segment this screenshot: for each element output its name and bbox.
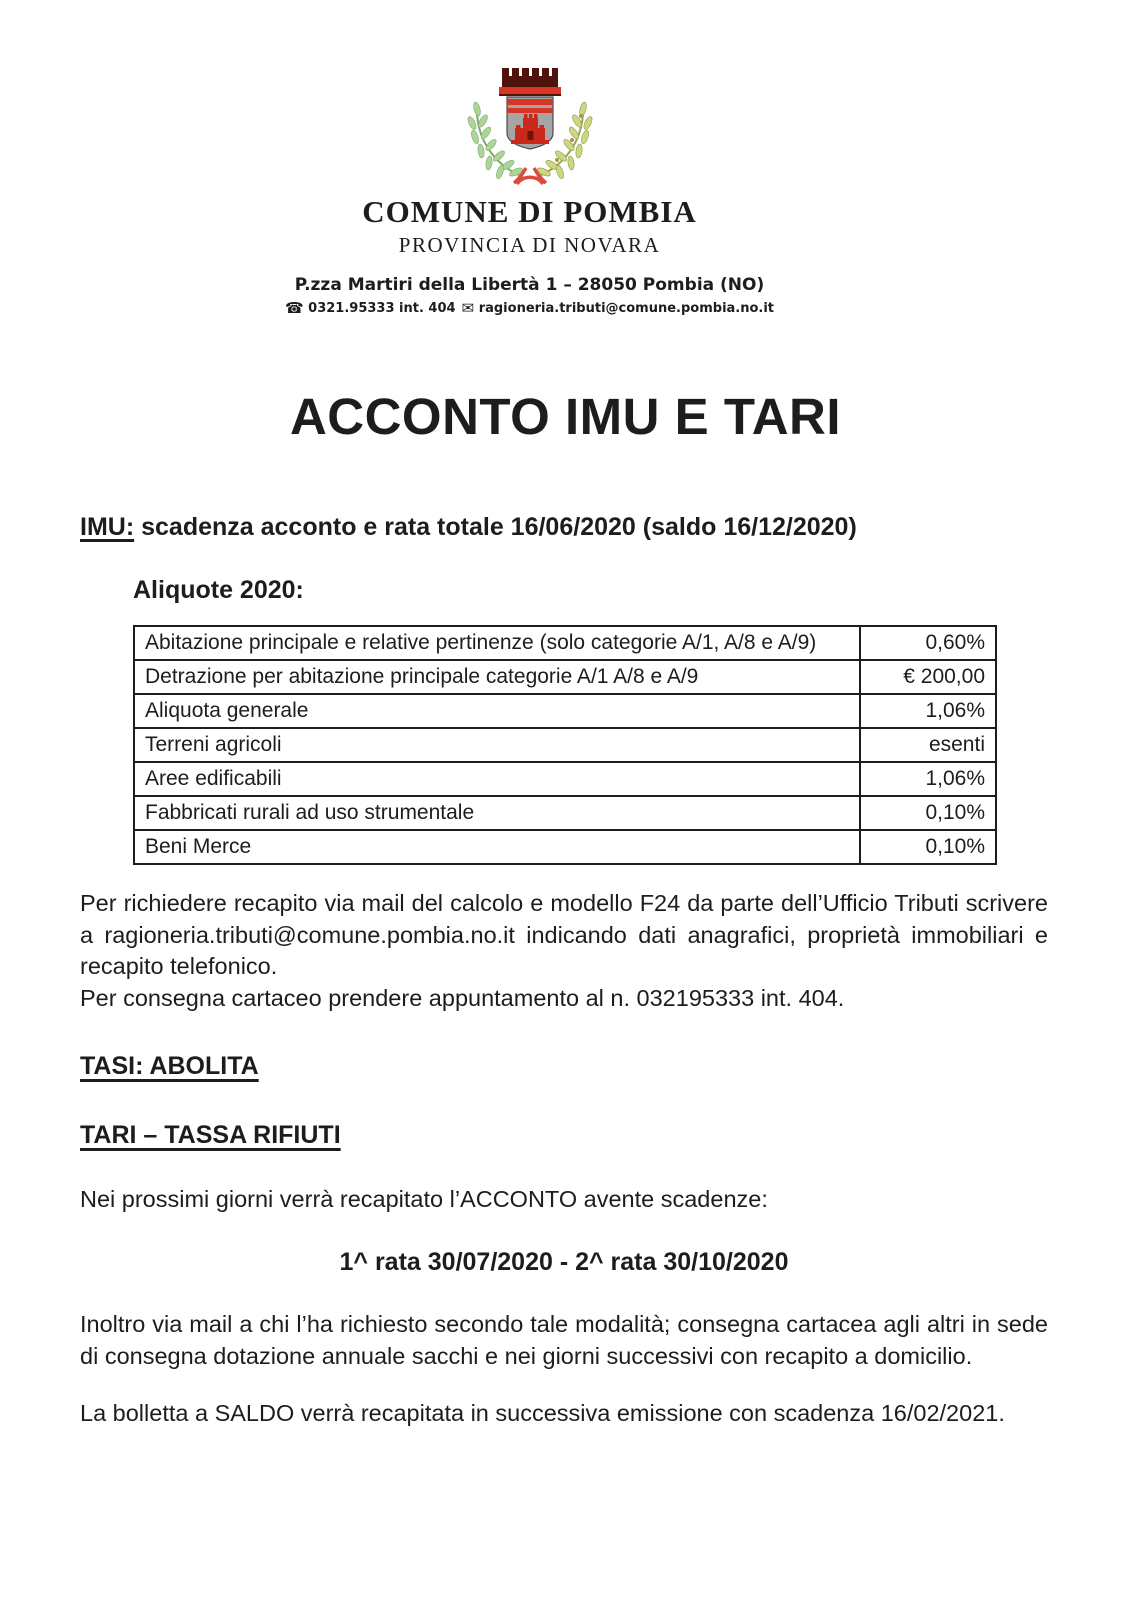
contact-line [0,299,1059,317]
imu-appointment-line: Per consegna cartaceo prendere appuntamento al n. 032195333 int. 404. [80,984,845,1011]
rate-label: Aree edificabili [134,762,860,796]
tari-delivery-paragraph: Inoltro via mail a chi l’ha richiesto secondo tale modalità; consegna cartacea agli altri in sede di consegna dotazione annuale sacchi e nei giorni successivi con recapito a domicilio. [80,1311,1048,1369]
table-row [134,796,996,830]
rate-value: 0,10% [860,796,996,830]
tari-intro-line: Nei prossimi giorni verrà recapitato l’ACCONTO avente scadenze: [80,1186,768,1212]
rate-label: Aliquota generale [134,694,860,728]
imu-heading-text: scadenza acconto e rata totale 16/06/2020 (saldo 16/12/2020) [134,513,857,541]
rate-value: esenti [860,728,996,762]
rate-value: € 200,00 [860,660,996,694]
crown-band [499,87,561,94]
rate-label: Terreni agricoli [134,728,860,762]
tari-heading: TARI – TASSA RIFIUTI [80,1120,341,1149]
address-line: P.zza Martiri della Libertà 1 – 28050 Pombia (NO) [294,275,765,295]
table-row [134,694,996,728]
imu-rates-table [133,625,997,865]
rate-label: Abitazione principale e relative pertinenze (solo categorie A/1, A/8 e A/9) [134,626,860,660]
tasi-heading: TASI: ABOLITA [80,1052,259,1080]
castle-door [527,131,533,140]
rate-value: 0,10% [860,830,996,864]
tasi-section [80,1014,1048,1083]
aliquote-subheading: Aliquote 2020: [133,575,304,604]
table-row [134,830,996,864]
document-title: ACCONTO IMU E TARI [289,388,842,445]
email-address: ragioneria.tributi@comune.pombia.no.it [478,301,775,316]
tari-installments-line: 1^ rata 30/07/2020 - 2^ rata 30/10/2020 [339,1247,789,1276]
municipal-crest [455,64,605,186]
document-body [0,512,1131,1430]
rate-label: Beni Merce [134,830,860,864]
rate-value: 1,06% [860,762,996,796]
municipality-name: COMUNE DI POMBIA [362,194,697,229]
envelope-icon: ✉ [461,299,475,317]
rate-label: Detrazione per abitazione principale categorie A/1 A/8 e A/9 [134,660,860,694]
imu-section-heading [80,512,1048,544]
rate-value: 0,60% [860,626,996,660]
table-row [134,626,996,660]
rate-label: Fabbricati rurali ad uso strumentale [134,796,860,830]
phone-number: 0321.95333 int. 404 [308,301,456,316]
letterhead [0,0,1059,317]
imu-contact-paragraph: Per richiedere recapito via mail del calcolo e modello F24 da parte dell’Ufficio Tributi scrivere a ragioneria.tributi@comune.pombia.no.it indicando dati anagrafici, proprietà immobiliari e recapito telefonico. [80,890,1048,979]
tari-section-heading-block [80,1083,1048,1152]
table-row [134,762,996,796]
province-name: PROVINCIA DI NOVARA [398,233,661,257]
table-row [134,728,996,762]
rate-value: 1,06% [860,694,996,728]
phone-icon: ☎ [284,299,304,317]
imu-heading-label: IMU: [80,513,135,541]
tari-saldo-paragraph: La bolletta a SALDO verrà recapitata in successiva emissione con scadenza 16/02/2021. [80,1400,1005,1426]
table-row [134,660,996,694]
